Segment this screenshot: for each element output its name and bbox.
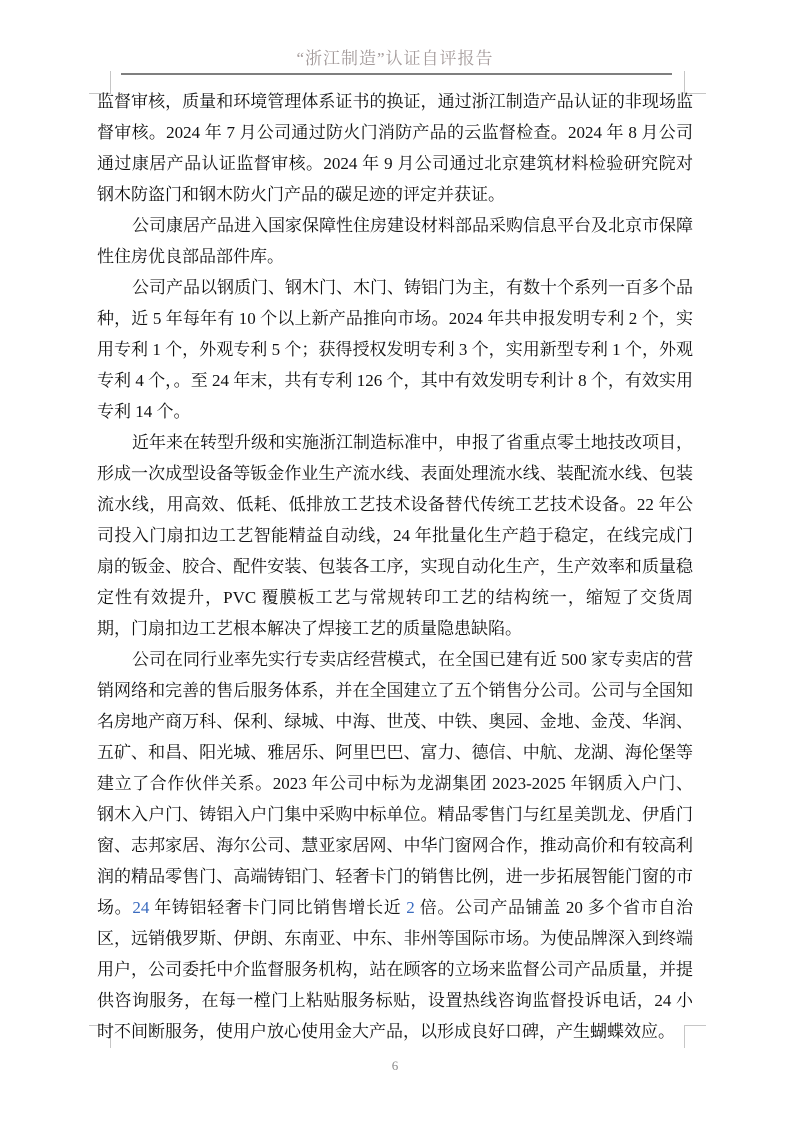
page-footer [0,1058,790,1074]
text-segment: 近年来在转型升级和实施浙江制造标准中，申报了省重点零土地技改项目，形成一次成型设备等钣金作业生产流水线、表面处理流水线、装配流水线、包装流水线，用高效、低耗、低排放工艺技术设备替代传统工艺技术设备。22 年公司投入门扇扣边工艺智能精益自动线，24 年批量化生产趋于稳定，在线完成门扇的钣金、胶合、配件安装、包装各工序，实现自动化生产，生产效率和质量稳定性有效提升，PVC 覆膜板工艺与常规转印工艺的结构统一，缩短了交货周期，门扇扣边工艺根本解决了焊接工艺的质量隐患缺陷。 [97,433,693,638]
page-header-title: “浙江制造”认证自评报告 [296,49,494,68]
paragraph [97,210,693,272]
text-segment: 公司产品以钢质门、钢木门、木门、铸铝门为主，有数十个系列一百多个品种，近 5 年每年有 10 个以上新产品推向市场。2024 年共申报发明专利 2 个，实用专利 1 个，外观专利 5 个；获得授权发明专利 3 个，实用新型专利 1 个，外观专利 4 个，。至 24 年末，共有专利 126 个，其中有效发明专利计 8 个，有效实用专利 14 个。 [97,278,693,421]
paragraph [97,272,693,427]
text-segment: 监督审核，质量和环境管理体系证书的换证，通过浙江制造产品认证的非现场监督审核。2024 年 7 月公司通过防火门消防产品的云监督检查。2024 年 8 月公司通过康居产品认证监督审核。2024 年 9 月公司通过北京建筑材料检验研究院对钢木防盗门和钢木防火门产品的碳足迹的评定并获证。 [97,92,693,204]
text-segment: 公司康居产品进入国家保障性住房建设材料部品采购信息平台及北京市保障性住房优良部品部件库。 [97,216,693,266]
paragraph [97,427,693,644]
paragraph [97,86,693,210]
header-rule [121,73,672,75]
text-segment: 倍。公司产品铺盖 20 多个省市自治区，远销俄罗斯、伊朗、东南亚、中东、非州等国际市场。为使品牌深入到终端用户，公司委托中介监督服务机构，站在顾客的立场来监督公司产品质量，并提供咨询服务，在每一樘门上粘贴服务标贴，设置热线咨询监督投诉电话，24 小时不间断服务，使用户放心使用金大产品，以形成良好口碑，产生蝴蝶效应。 [97,898,694,1041]
text-segment: 年铸铝轻奢卡门同比销售增长近 [149,898,407,917]
text-segment: 公司在同行业率先实行专卖店经营模式，在全国已建有近 500 家专卖店的营销网络和完善的售后服务体系，并在全国建立了五个销售分公司。公司与全国知名房地产商万科、保利、绿城、中海、世茂、中铁、奥园、金地、金茂、华润、五矿、和昌、阳光城、雅居乐、阿里巴巴、富力、德信、中航、龙湖、海伦堡等建立了合作伙伴关系。2023 年公司中标为龙湖集团 2023-2025 年钢质入户门、钢木入户门、铸铝入户门集中采购中标单位。精品零售门与红星美凯龙、伊盾门窗、志邦家居、海尔公司、慧亚家居网、中华门窗网合作，推动高价和有较高利润的精品零售门、高端铸铝门、轻奢卡门的销售比例，进一步拓展智能门窗的市场。 [97,650,693,917]
page-number: 6 [391,1058,399,1073]
paragraph [97,644,693,1047]
highlighted-number: 24 [132,898,150,917]
document-body [97,86,693,1047]
highlighted-number: 2 [406,898,415,917]
